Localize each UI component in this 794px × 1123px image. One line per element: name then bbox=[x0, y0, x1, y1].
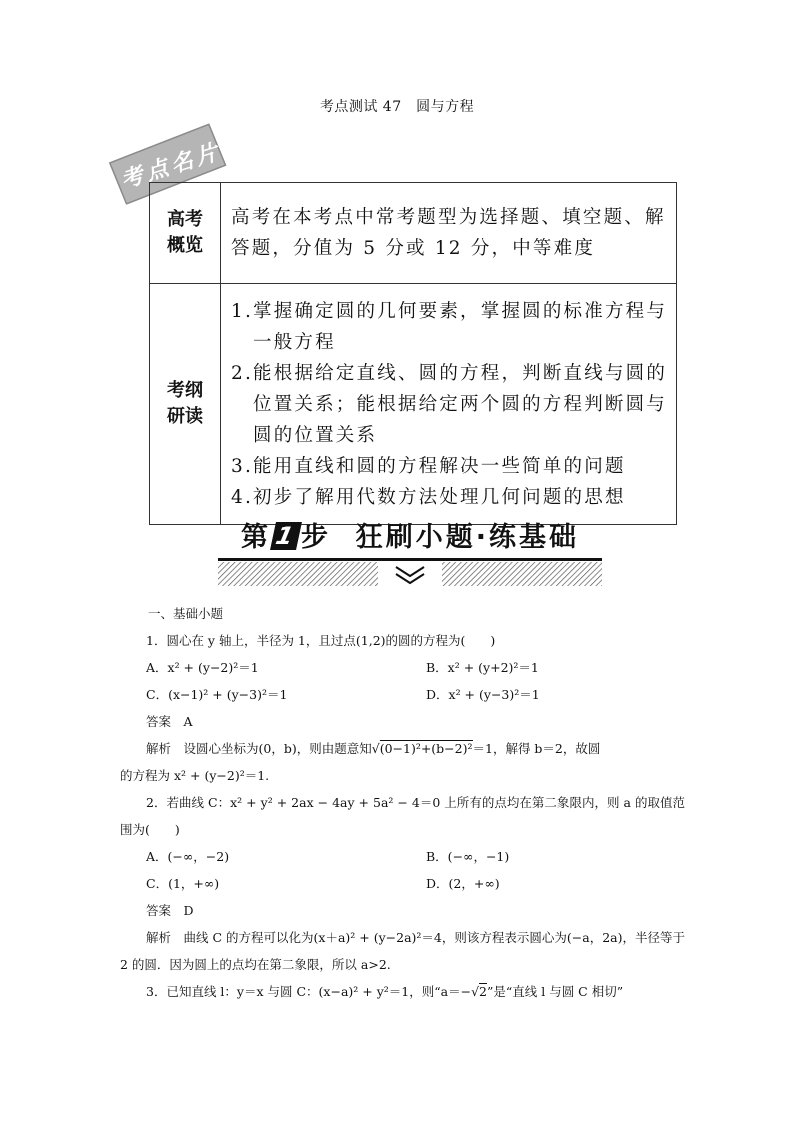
list-item: 3.能用直线和圆的方程解决一些简单的问题 bbox=[231, 455, 626, 477]
option-d: D．(2，+∞) bbox=[426, 876, 500, 891]
option-c: C．(1，+∞) bbox=[146, 876, 220, 891]
stamp-text: 考点名片 bbox=[118, 139, 225, 194]
option-a: A．x² + (y−2)²＝1 bbox=[146, 660, 259, 675]
option-a: A．(−∞，−2) bbox=[146, 849, 230, 864]
sqrt-icon: √ bbox=[471, 984, 480, 999]
table-row bbox=[150, 284, 677, 525]
section-title: 一、基础小题 bbox=[148, 606, 224, 621]
list-item: 2.能根据给定直线、圆的方程，判断直线与圆的 位置关系；能根据给定两个圆的方程判断圆与 圆的位置关系 bbox=[231, 362, 668, 446]
question-content bbox=[120, 600, 685, 1005]
banner-title: 第1步 狂刷小题·练基础 bbox=[240, 522, 580, 553]
step-number: 1 bbox=[270, 522, 302, 550]
row-head: 考纲 研读 bbox=[150, 284, 221, 525]
step-banner bbox=[218, 520, 602, 592]
option-c: C．(x−1)² + (y−3)²＝1 bbox=[146, 687, 288, 702]
explanation: 解析 设圆心坐标为(0，b)，则由题意知√(0−1)²+(b−2)²＝1，解得 b＝2，故圆 bbox=[146, 741, 601, 756]
question-stem: 3．已知直线 l：y＝x 与圆 C：(x−a)² + y²＝1，则“a＝−√2”是“直线 l 与圆 C 相切” bbox=[146, 984, 624, 999]
options-row bbox=[120, 654, 685, 681]
explanation: 解析 曲线 C 的方程可以化为(x＋a)² + (y−2a)²＝4，则该方程表示圆心为(−a，2a)，半径等于 2 的圆．因为圆上的点均在第二象限，所以 a>2. bbox=[120, 930, 685, 972]
overview-table bbox=[149, 182, 677, 525]
options-row bbox=[120, 681, 685, 708]
option-b: B．(−∞，−1) bbox=[426, 849, 510, 864]
option-d: D．x² + (y−3)²＝1 bbox=[426, 687, 540, 702]
options-row bbox=[120, 843, 685, 870]
row-body: 高考在本考点中常考题型为选择题、填空题、解 答题，分值为 5 分或 12 分，中等难度 bbox=[221, 183, 677, 284]
list-item: 4.初步了解用代数方法处理几何问题的思想 bbox=[231, 486, 626, 508]
explanation-cont: 的方程为 x² + (y−2)²＝1. bbox=[120, 768, 270, 783]
list-item: 1.掌握确定圆的几何要素，掌握圆的标准方程与 一般方程 bbox=[231, 300, 668, 353]
question-stem: 2．若曲线 C：x² + y² + 2ax − 4ay + 5a² − 4＝0 上所有的点均在第二象限内，则 a 的取值范围为( ) bbox=[120, 795, 685, 837]
answer: 答案 D bbox=[146, 903, 194, 918]
row-head: 高考 概览 bbox=[150, 183, 221, 284]
question-stem: 1．圆心在 y 轴上，半径为 1，且过点(1,2)的圆的方程为( ) bbox=[146, 633, 496, 648]
option-b: B．x² + (y+2)²＝1 bbox=[426, 660, 539, 675]
sqrt-icon: √ bbox=[371, 741, 380, 756]
banner-stripe-icon bbox=[218, 556, 602, 590]
page-title: 考点测试 47 圆与方程 bbox=[319, 99, 475, 115]
table-row bbox=[150, 183, 677, 284]
options-row bbox=[120, 870, 685, 897]
row-body bbox=[221, 284, 677, 525]
answer: 答案 A bbox=[146, 714, 193, 729]
